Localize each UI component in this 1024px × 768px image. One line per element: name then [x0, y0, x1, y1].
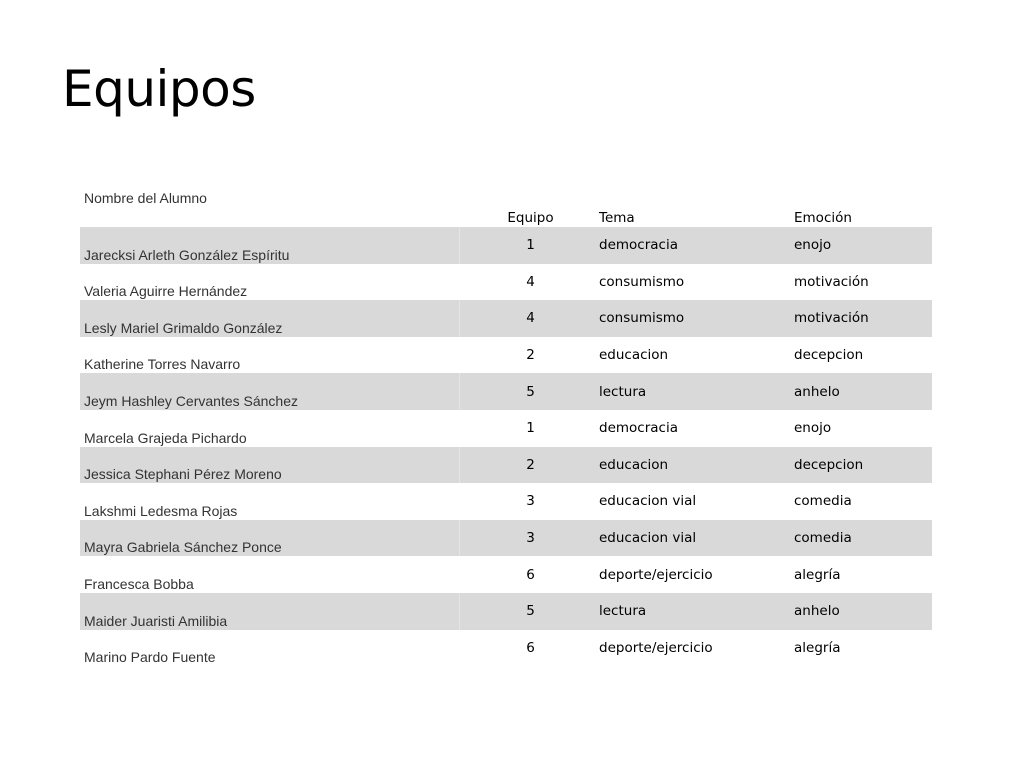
cell-team: 4	[526, 310, 535, 327]
header-name: Nombre del Alumno	[84, 190, 207, 206]
table-row	[80, 556, 932, 593]
cell-name: Lakshmi Ledesma Rojas	[84, 502, 238, 519]
cell-emotion: decepcion	[794, 456, 864, 473]
cell-emotion: enojo	[794, 420, 832, 437]
cell-name: Mayra Gabriela Sánchez Ponce	[80, 520, 460, 557]
cell-emotion: anhelo	[794, 603, 840, 620]
table-row	[80, 483, 932, 520]
cell-name: Marcela Grajeda Pichardo	[84, 429, 247, 446]
cell-name: Maider Juaristi Amilibia	[80, 593, 460, 630]
cell-topic: deporte/ejercicio	[599, 639, 713, 656]
cell-team: 1	[526, 237, 535, 254]
header-emotion: Emoción	[794, 210, 852, 226]
cell-topic: deporte/ejercicio	[599, 566, 713, 583]
cell-team: 6	[526, 566, 535, 583]
cell-emotion: anhelo	[794, 383, 840, 400]
cell-team: 2	[526, 347, 535, 364]
cell-emotion: alegría	[794, 639, 841, 656]
cell-topic: consumismo	[599, 273, 685, 290]
cell-topic: consumismo	[599, 310, 685, 327]
cell-team: 3	[526, 530, 535, 547]
table-row	[80, 227, 932, 264]
cell-team: 4	[526, 273, 535, 290]
cell-topic: lectura	[599, 603, 647, 620]
cell-emotion: motivación	[794, 310, 869, 327]
table-row	[80, 520, 932, 557]
cell-topic: educacion vial	[599, 493, 697, 510]
cell-team: 1	[526, 420, 535, 437]
table-row	[80, 593, 932, 630]
cell-name: Francesca Bobba	[84, 575, 194, 592]
cell-emotion: comedia	[794, 530, 852, 547]
cell-team: 2	[526, 456, 535, 473]
table-row	[80, 373, 932, 410]
cell-emotion: decepcion	[794, 347, 864, 364]
cell-name: Jarecksi Arleth González Espíritu	[80, 227, 460, 264]
cell-topic: democracia	[599, 420, 678, 437]
table-row	[80, 264, 932, 301]
slide-title: Equipos	[62, 60, 256, 118]
cell-name: Valeria Aguirre Hernández	[84, 283, 248, 300]
cell-topic: lectura	[599, 383, 647, 400]
cell-emotion: enojo	[794, 237, 832, 254]
table-row	[80, 630, 932, 667]
header-team: Equipo	[507, 210, 554, 226]
cell-team: 5	[526, 383, 535, 400]
table-header-row	[80, 190, 932, 227]
cell-name: Lesly Mariel Grimaldo González	[80, 300, 460, 337]
table-row	[80, 447, 932, 484]
cell-name: Katherine Torres Navarro	[84, 356, 241, 373]
cell-team: 5	[526, 603, 535, 620]
table-row	[80, 410, 932, 447]
cell-emotion: motivación	[794, 273, 869, 290]
table-row	[80, 337, 932, 374]
cell-name: Jeym Hashley Cervantes Sánchez	[80, 373, 460, 410]
cell-emotion: alegría	[794, 566, 841, 583]
cell-team: 3	[526, 493, 535, 510]
cell-team: 6	[526, 639, 535, 656]
cell-topic: educacion vial	[599, 530, 697, 547]
students-table	[80, 190, 932, 666]
cell-name: Marino Pardo Fuente	[84, 649, 216, 666]
cell-topic: educacion	[599, 347, 669, 364]
cell-topic: educacion	[599, 456, 669, 473]
cell-name: Jessica Stephani Pérez Moreno	[80, 447, 460, 484]
table-row	[80, 300, 932, 337]
cell-emotion: comedia	[794, 493, 852, 510]
header-topic: Tema	[599, 210, 635, 226]
cell-topic: democracia	[599, 237, 678, 254]
